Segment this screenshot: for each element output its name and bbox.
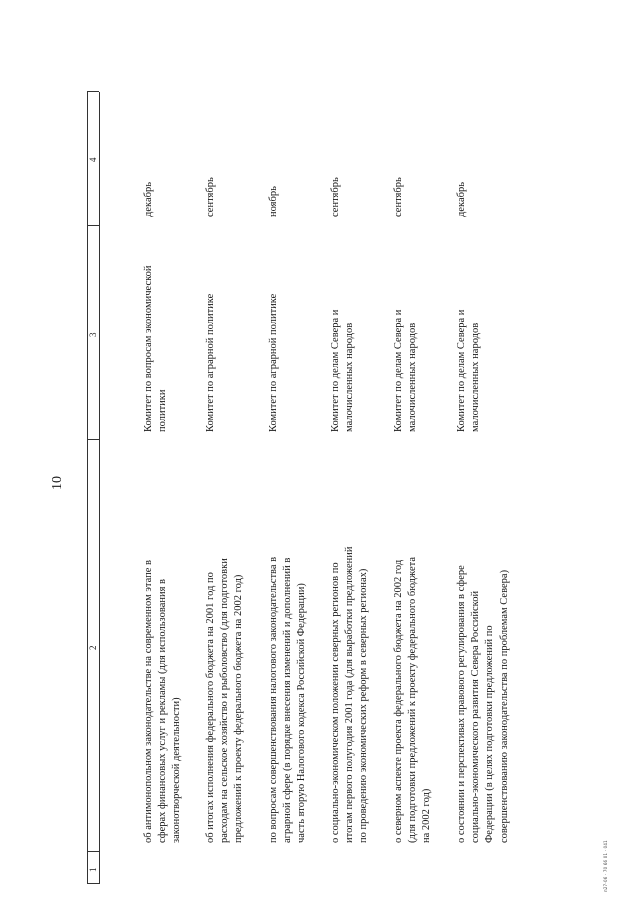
row-responsible: Комитет по вопросам экономической политики	[143, 265, 169, 432]
column-divider	[87, 91, 99, 92]
row-subject: об антимонопольном законодательстве на современном этапе в сферах финансовых услуг и рекламы (для использования в законотворческой деятельности)	[143, 560, 183, 843]
column-divider	[87, 851, 99, 852]
row-responsible: Комитет по делам Севера и малочисленных народов	[456, 309, 482, 432]
column-header-1: 1	[88, 867, 98, 872]
row-subject: об итогах исполнения федерального бюджета на 2001 год по расходам на сельское хозяйство и рыболовство (для подготовки предложений к проекту федерального бюджета на 2002 год)	[205, 558, 245, 843]
page-number: 10	[50, 476, 65, 490]
row-term: декабрь	[143, 182, 154, 217]
row-subject: по вопросам совершенствования налогового законодательства в аграрной сфере (в порядке внесения изменений и дополнений в часть вторую Налогового кодекса Российской Федерации)	[268, 556, 308, 843]
row-term: сентябрь	[205, 177, 216, 217]
column-header-2: 2	[88, 645, 98, 650]
row-term: сентябрь	[393, 177, 404, 217]
row-term: сентябрь	[330, 177, 341, 217]
row-responsible: Комитет по делам Севера и малочисленных народов	[393, 309, 419, 432]
row-subject: о социально-экономическом положении северных регионов по итогам первого полугодия 2001 года (для выработки предложений по проведению экономических реформ в северных регионах)	[330, 546, 370, 843]
row-subject: о северном аспекте проекта федерального бюджета на 2002 год (для подготовки предложений к проекту федерального бюджета на 2002 год)	[393, 556, 433, 843]
column-divider	[87, 883, 99, 884]
column-header-4: 4	[88, 157, 98, 162]
column-divider	[87, 225, 99, 226]
row-term: декабрь	[456, 182, 467, 217]
row-subject: о состоянии и перспективах правового регулирования в сфере социально-экономического развития Севера Российской Федерации (в целях подготовки предложений по совершенствованию законодательства по проблемам Севера)	[456, 565, 510, 843]
row-responsible: Комитет по аграрной политике	[205, 293, 216, 432]
table-header-top-rule	[87, 92, 88, 884]
column-header-3: 3	[88, 332, 98, 337]
column-divider	[87, 439, 99, 440]
footer-print-code: п27-06 · 70 66 01 · 041	[603, 840, 608, 892]
row-responsible: Комитет по аграрной политике	[268, 293, 279, 432]
row-term: ноябрь	[268, 186, 279, 217]
table-header-bottom-rule	[99, 92, 100, 884]
row-responsible: Комитет по делам Севера и малочисленных народов	[330, 309, 356, 432]
